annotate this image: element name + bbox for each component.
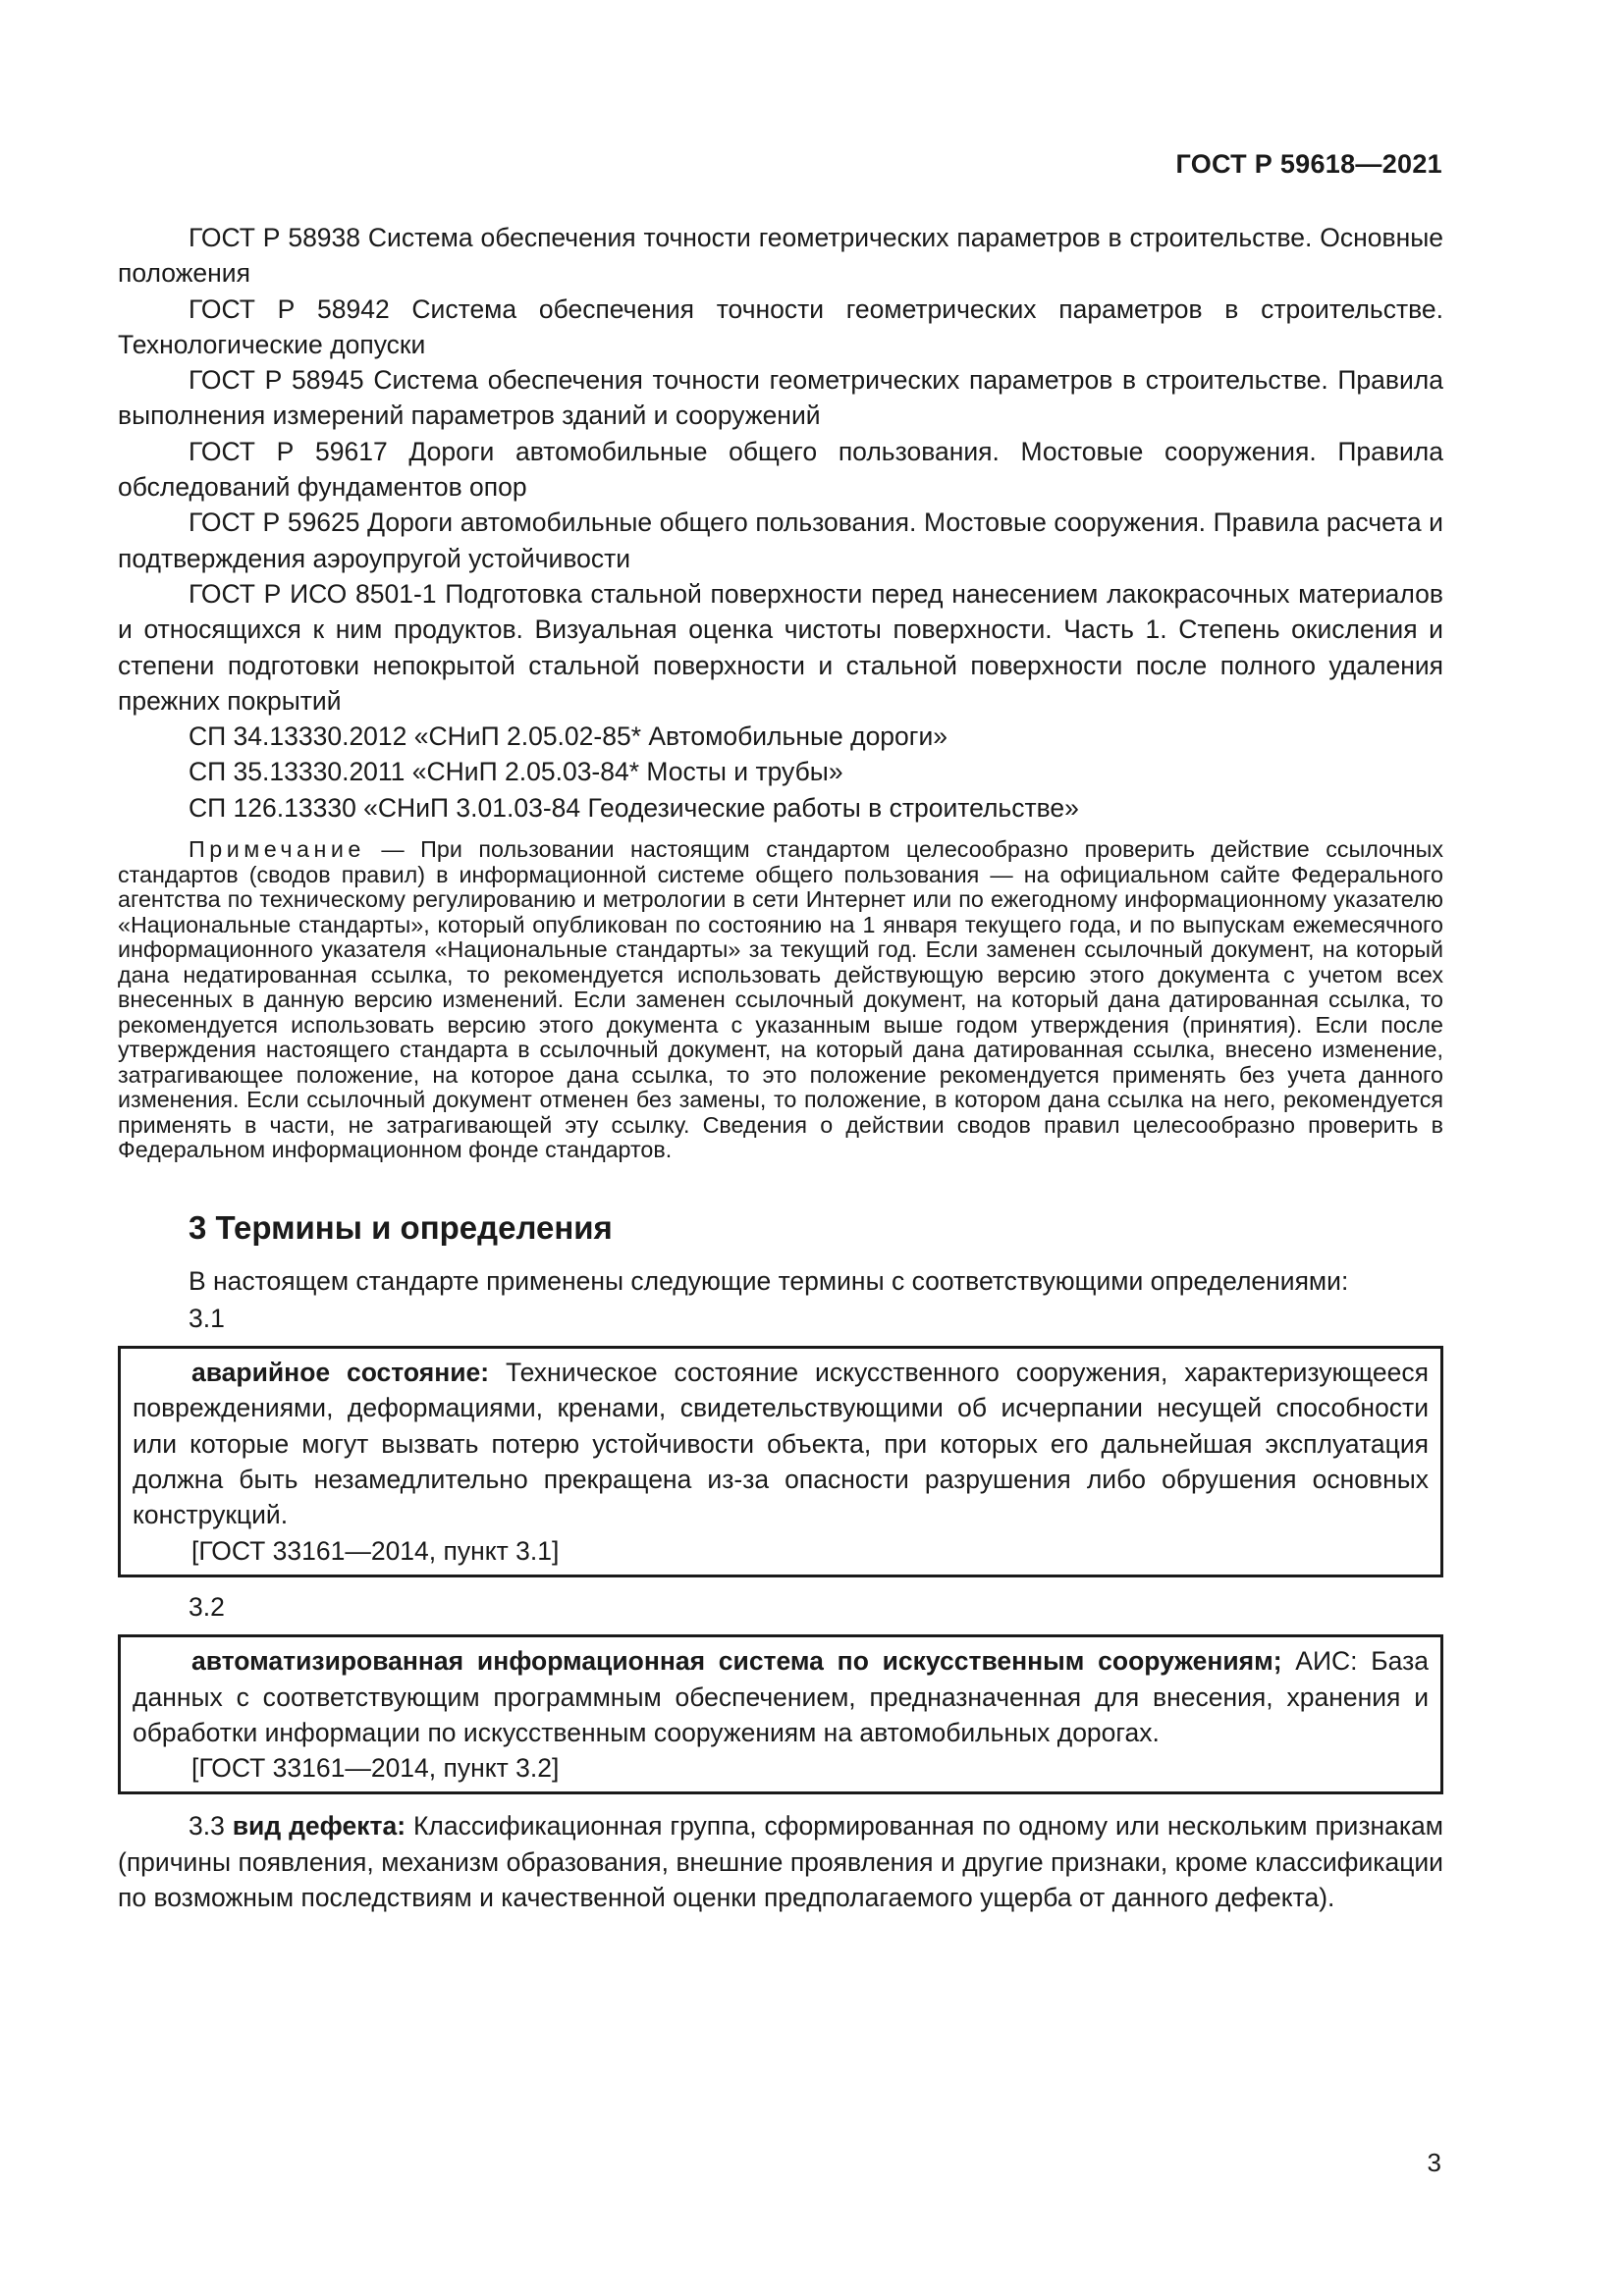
term-text: АИС: База данных с соответствующим программным обеспечением, предназначенная для внесения, хранения и обработки информации по искусственным сооружениям на автомобильных дорогах.	[133, 1646, 1429, 1747]
section-heading: 3 Термины и определения	[189, 1208, 613, 1246]
term-definition	[133, 1355, 1429, 1532]
reference-item: ГОСТ Р 58938 Система обеспечения точности геометрических параметров в строительстве. Основные положения	[118, 223, 1443, 289]
reference-item: ГОСТ Р 59625 Дороги автомобильные общего пользования. Мостовые сооружения. Правила расчета и подтверждения аэроупругой устойчивости	[118, 507, 1443, 573]
note-paragraph	[118, 837, 1443, 1163]
term-number: 3.3	[189, 1811, 225, 1842]
note-text: — При пользовании настоящим стандартом целесообразно проверить действие ссылочных стандартов (сводов правил) в информационной системе общего пользования — на официальном сайте Федерального агентства по техническому регулированию и метрологии в сети Интернет или по ежегодному информационному указателю «Национальные стандарты», который опубликован по состоянию на 1 января текущего года, и по выпускам ежемесячного информационного указателя «Национальные стандарты» за текущий год. Если заменен ссылочный документ, на который дана недатированная ссылка, то рекомендуется использовать действующую версию этого документа с учетом всех внесенных в данную версию изменений. Если заменен ссылочный документ, на который дана датированная ссылка, то рекомендуется использовать версию этого документа с указанным выше годом утверждения (принятия). Если после утверждения настоящего стандарта в ссылочный документ, на который дана датированная ссылка, внесено изменение, затрагивающее положение, на которое дана ссылка, то это положение рекомендуется применять без учета данного изменения. Если ссылочный документ отменен без замены, то положение, в котором дана ссылка на него, рекомендуется применять в части, не затрагивающей эту ссылку. Сведения о действии сводов правил целесообразно проверить в Федеральном информационном фонде стандартов.	[118, 836, 1443, 1163]
document-code-header: ГОСТ Р 59618—2021	[1175, 149, 1442, 179]
section-intro: В настоящем стандарте применены следующие термины с соответствующими определениями:	[189, 1265, 1349, 1296]
term-number: 3.2	[189, 1591, 225, 1622]
reference-item: ГОСТ Р 58945 Система обеспечения точности геометрических параметров в строительстве. Правила выполнения измерений параметров зданий и сооружений	[118, 365, 1443, 431]
page-content	[118, 220, 1443, 1915]
page-number: 3	[1427, 2148, 1441, 2177]
term-definition	[133, 1643, 1429, 1750]
reference-item: ГОСТ Р 59617 Дороги автомобильные общего пользования. Мостовые сооружения. Правила обследований фундаментов опор	[118, 436, 1443, 503]
term-box	[118, 1346, 1443, 1577]
reference-item: ГОСТ Р ИСО 8501-1 Подготовка стальной поверхности перед нанесением лакокрасочных материалов и относящихся к ним продуктов. Визуальная оценка чистоты поверхности. Часть 1. Степень окисления и степени подготовки непокрытой стальной поверхности и стальной поверхности после полного удаления прежних покрытий	[118, 578, 1443, 716]
term-text: Классификационная группа, сформированная по одному или нескольким признакам (причины появления, механизм образования, внешние проявления и другие признаки, кроме классификации по возможным последствиям и качественной оценки предполагаемого ущерба от данного дефекта).	[118, 1811, 1443, 1912]
term-paragraph	[118, 1808, 1443, 1915]
term-text: Техническое состояние искусственного сооружения, характеризующееся повреждениями, деформациями, кренами, свидетельствующими об исчерпании несущей способности или которые могут вызвать потерю устойчивости объекта, при которых его дальнейшая эксплуатация должна быть незамедлительно прекращена из-за опасности разрушения либо обрушения основных конструкций.	[133, 1358, 1429, 1530]
term-number: 3.1	[189, 1303, 225, 1333]
term-source: [ГОСТ 33161—2014, пункт 3.1]	[191, 1535, 560, 1566]
term-name: автоматизированная информационная система по искусственным сооружениям;	[191, 1646, 1282, 1677]
term-name: аварийное состояние:	[191, 1358, 490, 1388]
reference-item: СП 126.13330 «СНиП 3.01.03-84 Геодезические работы в строительстве»	[189, 792, 1079, 823]
note-label: Примечание	[189, 836, 365, 863]
term-source: [ГОСТ 33161—2014, пункт 3.2]	[191, 1753, 560, 1784]
reference-item: ГОСТ Р 58942 Система обеспечения точности геометрических параметров в строительстве. Технологические допуски	[118, 294, 1443, 359]
reference-item: СП 34.13330.2012 «СНиП 2.05.02-85* Автомобильные дороги»	[189, 721, 947, 752]
normative-references-list	[118, 220, 1443, 826]
term-name: вид дефекта:	[232, 1811, 406, 1842]
term-box	[118, 1634, 1443, 1794]
reference-item: СП 35.13330.2011 «СНиП 2.05.03-84* Мосты и трубы»	[189, 757, 843, 787]
